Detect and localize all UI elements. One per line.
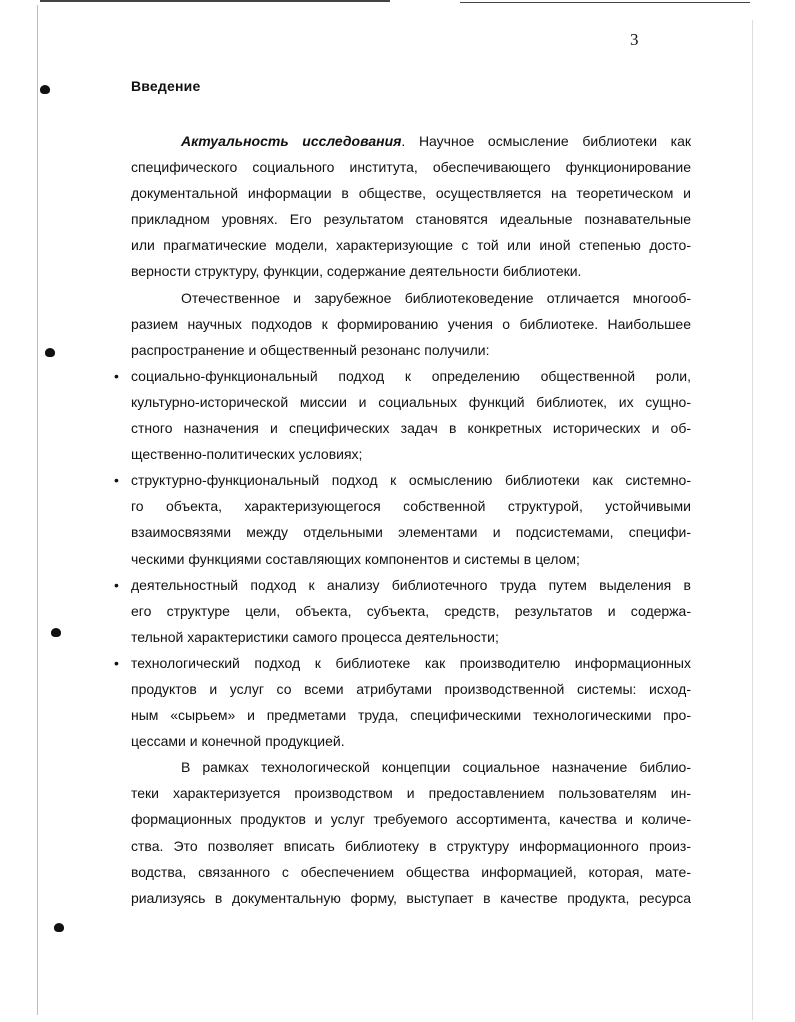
paragraph-line: специфического социального института, обеспечивающего функционирование [131, 159, 691, 176]
paragraph-line: водства, связанного с обеспечением общества информацией, которая, мате- [131, 863, 691, 880]
paragraph-line: Актуальность исследования. Научное осмысление библиотеки как [181, 133, 692, 149]
list-item-line: цессами и конечной продукцией. [131, 733, 345, 750]
list-item-line: тельной характеристики самого процесса деятельности; [131, 628, 499, 645]
bullet-icon: • [114, 472, 119, 489]
list-item-line: ческими функциями составляющих компонентов и системы в целом; [131, 550, 580, 567]
section-heading: Введение [131, 78, 201, 94]
list-item-line: щественно-политических условиях; [131, 446, 363, 463]
list-item-line: ным «сырьем» и предметами труда, специфическими технологическими про- [131, 707, 691, 724]
paragraph-line: теки характеризуется производством и предоставлением пользователям ин- [131, 785, 691, 802]
list-item [114, 572, 691, 650]
scan-top-edge [40, 0, 390, 2]
scan-top-edge-right [460, 2, 750, 3]
paragraph-line: формационных продуктов и услуг требуемого ассортимента, качества и количе- [131, 811, 691, 828]
page-number: 3 [630, 30, 639, 49]
list-item [114, 363, 691, 467]
paragraph-line: риализуясь в документальную форму, выступает в качестве продукта, ресурса [131, 889, 691, 906]
scan-right-edge [752, 20, 753, 1020]
list-item-line: культурно-исторической миссии и социальных функций библиотек, их сущно- [131, 393, 691, 410]
scan-left-edge [37, 5, 38, 1015]
list-item-line: стного назначения и специфических задач в конкретных исторических и об- [131, 420, 691, 437]
paragraph-line: документальной информации в обществе, осуществляется на теоретическом и [131, 185, 691, 202]
list-item-line: взаимосвязями между отдельными элементами и подсистемами, специфи- [131, 524, 691, 541]
document-body [114, 128, 692, 911]
paragraph-line: верности структуру, функции, содержание деятельности библиотеки. [131, 263, 582, 280]
paragraph-line: распространение и общественный резонанс получили: [131, 341, 490, 358]
paragraph-line: разием научных подходов к формированию учения о библиотеке. Наибольшее [131, 315, 691, 332]
paragraph-line: или прагматические модели, характеризующие с той или иной степенью досто- [131, 237, 691, 254]
list-item [114, 650, 691, 754]
approaches-list [114, 363, 691, 754]
bullet-icon: • [114, 654, 119, 671]
relevance-lead: Актуальность исследования [181, 133, 402, 149]
paragraph-line: В рамках технологической концепции социальное назначение библио- [181, 759, 691, 776]
list-item-line: его структуре цели, объекта, субъекта, средств, результатов и содержа- [131, 602, 691, 619]
paragraph-line: ства. Это позволяет вписать библиотеку в структуру информационного произ- [131, 837, 691, 854]
paragraph-line: Отечественное и зарубежное библиотековедение отличается многооб- [181, 289, 691, 306]
paragraph-relevance [131, 128, 691, 285]
list-item-line: деятельностный подход к анализу библиотечного труда путем выделения в [131, 576, 691, 593]
list-item-line: структурно-функциональный подход к осмыслению библиотеки как системно- [131, 472, 691, 489]
binding-hole-mark [40, 85, 50, 94]
paragraph-technology [131, 754, 691, 911]
binding-hole-mark [54, 923, 64, 932]
paragraph-line: прикладном уровнях. Его результатом становятся идеальные познавательные [131, 211, 691, 228]
list-item-line: технологический подход к библиотеке как производителю информационных [131, 654, 691, 671]
bullet-icon: • [114, 367, 119, 384]
list-item-line: продуктов и услуг со всеми атрибутами производственной системы: исход- [131, 680, 691, 697]
paragraph-approaches [131, 285, 691, 363]
list-item-line: социально-функциональный подход к определению общественной роли, [131, 367, 691, 384]
binding-hole-mark [51, 628, 61, 637]
binding-hole-mark [45, 348, 55, 357]
list-item-line: го объекта, характеризующегося собственной структурой, устойчивыми [131, 498, 691, 515]
list-item [114, 467, 691, 571]
bullet-icon: • [114, 576, 119, 593]
